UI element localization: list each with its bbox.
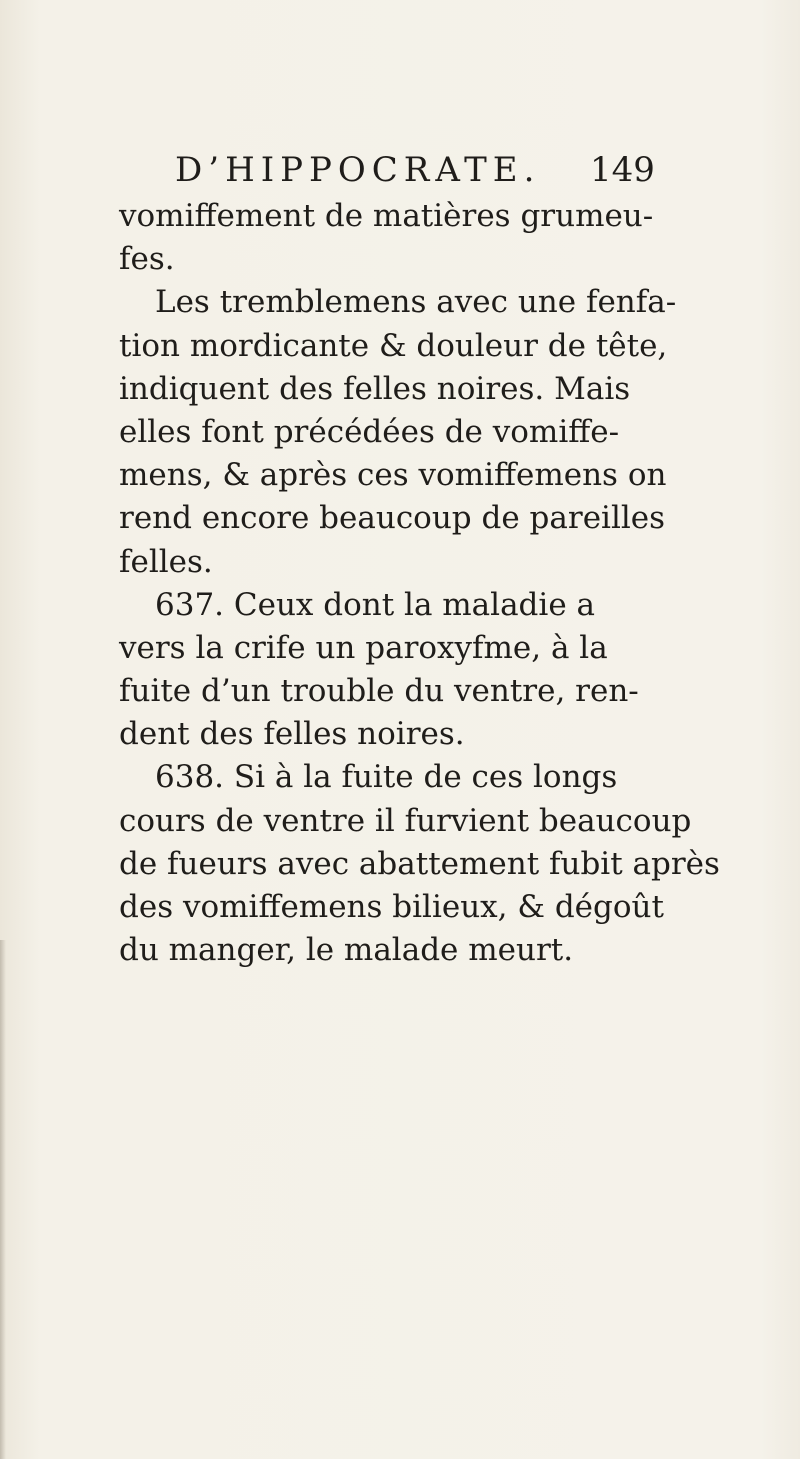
text-line: rend encore beaucoup de pareilles <box>119 500 666 537</box>
running-head <box>175 150 675 200</box>
text-line: vers la crife un paroxyfme, à la <box>119 629 608 666</box>
text-line: elles font précédées de vomiffe- <box>119 413 620 450</box>
text-line: du manger, le malade meurt. <box>119 932 574 969</box>
text-line: fes. <box>119 241 175 278</box>
text-line: fuite d’un trouble du ventre, ren- <box>119 673 639 710</box>
text-line: des vomiffemens bilieux, & dégoût <box>119 889 664 925</box>
text-line: dent des felles noires. <box>119 716 465 753</box>
text-line: Les tremblemens avec une fenfa- <box>155 284 677 321</box>
text-line: vomiffement de matières grumeu- <box>119 198 654 234</box>
text-line: 637. Ceux dont la maladie a <box>155 586 595 623</box>
page-number: 149 <box>590 150 655 190</box>
body-text <box>119 195 720 972</box>
page-edge-shadow <box>0 940 6 1459</box>
text-line: felles. <box>119 543 213 580</box>
running-head-title: D’HIPPOCRATE. <box>175 150 541 190</box>
text-line: cours de ventre il furvient beaucoup <box>119 802 692 839</box>
text-line: de fueurs avec abattement fubit après <box>119 845 720 882</box>
text-line: 638. Si à la fuite de ces longs <box>155 759 618 796</box>
text-line: tion mordicante & douleur de tête, <box>119 327 668 364</box>
text-line: indiquent des felles noires. Mais <box>119 370 631 407</box>
text-line: mens, & après ces vomiffemens on <box>119 457 667 494</box>
